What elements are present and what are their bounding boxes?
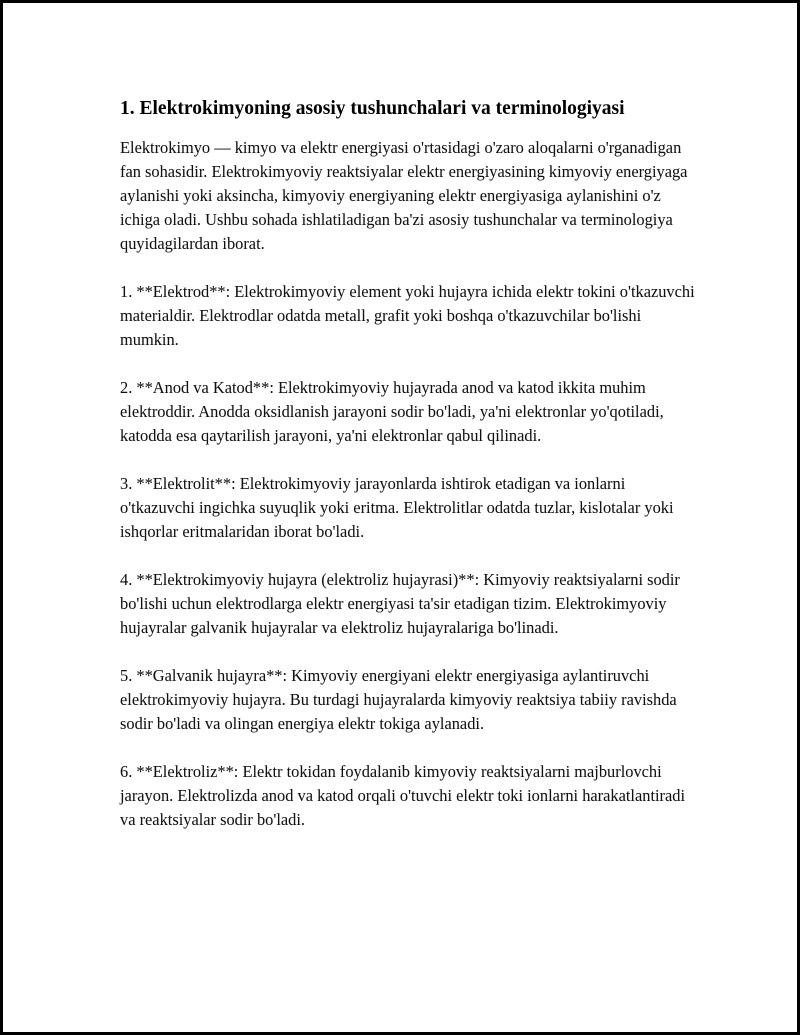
list-item-elektrolit: 3. **Elektrolit**: Elektrokimyoviy jarayonlarda ishtirok etadigan va ionlarni o'tkazuvchi ingichka suyuqlik yoki eritma. Elektrolitlar odatda tuzlar, kislotalar yoki ishqorlar eritmalaridan iborat bo'ladi. <box>120 474 674 541</box>
list-item-anod-katod: 2. **Anod va Katod**: Elektrokimyoviy hujayrada anod va katod ikkita muhim elektroddir. Anodda oksidlanish jarayoni sodir bo'ladi, ya'ni elektronlar yo'qotiladi, katodda esa qaytarilish jarayoni, ya'ni elektronlar qabul qilinadi. <box>120 378 664 445</box>
list-item-galvanik-hujayra: 5. **Galvanik hujayra**: Kimyoviy energiyani elektr energiyasiga aylantiruvchi elektrokimyoviy hujayra. Bu turdagi hujayralarda kimyoviy reaktsiya tabiiy ravishda sodir bo'ladi va olingan energiya elektr tokiga aylanadi. <box>120 666 677 733</box>
document-title: 1. Elektrokimyoning asosiy tushunchalari va terminologiyasi <box>120 98 625 119</box>
list-item-elektroliz: 6. **Elektroliz**: Elektr tokidan foydalanib kimyoviy reaktsiyalarni majburlovchi jarayon. Elektrolizda anod va katod orqali o'tuvchi elektr toki ionlarni harakatlantiradi va reaktsiyalar sodir bo'ladi. <box>120 762 686 829</box>
list-item-elektrokimyoviy-hujayra: 4. **Elektrokimyoviy hujayra (elektroliz hujayrasi)**: Kimyoviy reaktsiyalarni sodir bo'lishi uchun elektrodlarga elektr energiyasi ta'sir etadigan tizim. Elektrokimyoviy hujayralar galvanik hujayralar va elektroliz hujayralariga bo'linadi. <box>120 570 680 637</box>
document-body <box>120 96 695 856</box>
intro-paragraph: Elektrokimyo — kimyo va elektr energiyasi o'rtasidagi o'zaro aloqalarni o'rganadigan fan sohasidir. Elektrokimyoviy reaktsiyalar elektr energiyasining kimyoviy energiyaga aylanishi yoki aksincha, kimyoviy energiyaning elektr energiyasiga aylanishini o'z ichiga oladi. Ushbu sohada ishlatiladigan ba'zi asosiy tushunchalar va terminologiya quyidagilardan iborat. <box>120 138 688 253</box>
list-item-elektrod: 1. **Elektrod**: Elektrokimyoviy element yoki hujayra ichida elektr tokini o'tkazuvchi materialdir. Elektrodlar odatda metall, grafit yoki boshqa o'tkazuvchilar bo'lishi mumkin. <box>120 282 695 349</box>
